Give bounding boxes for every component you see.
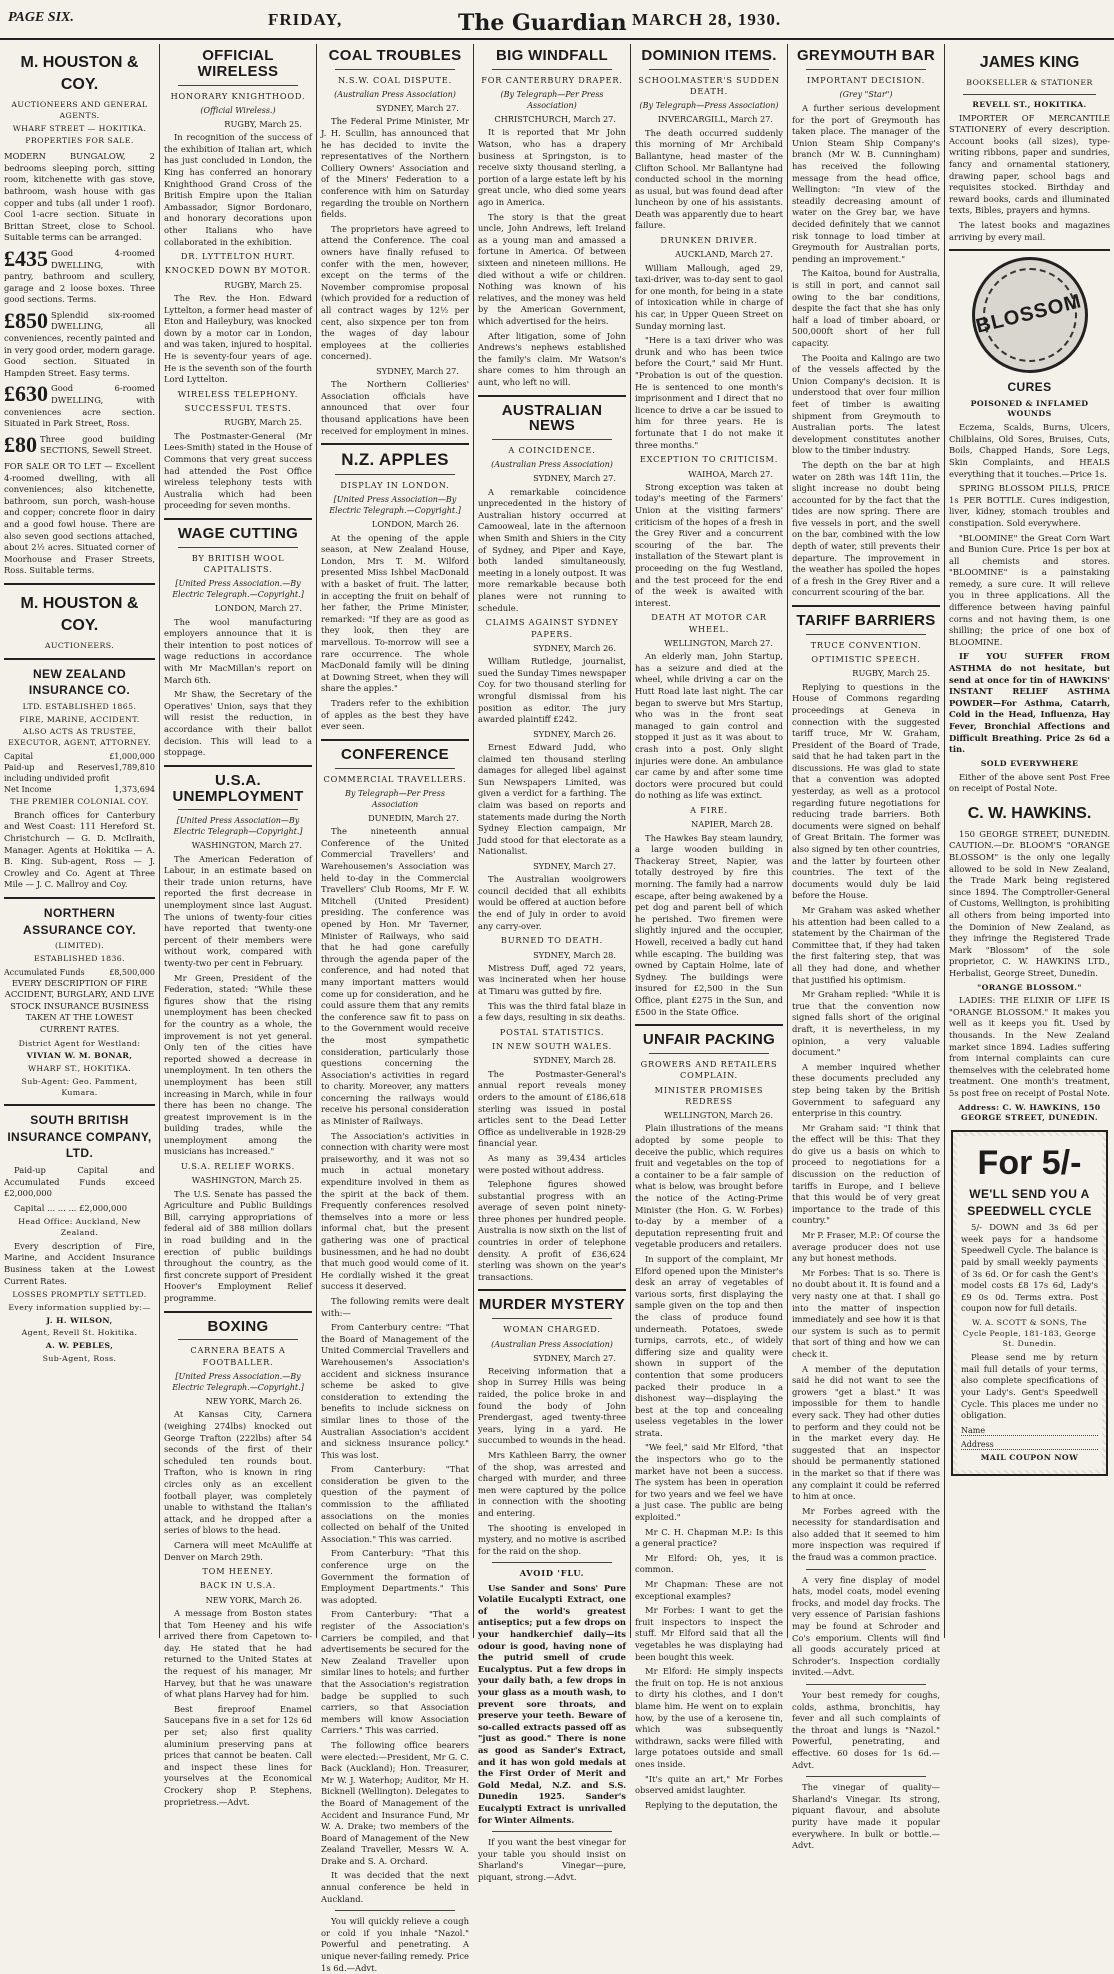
property-text: Three good building SECTIONS, Sewell Street. (40, 433, 155, 456)
divider (321, 739, 469, 741)
newspaper-title: The Guardian (458, 10, 627, 36)
source-line: (Official Wireless.) (200, 105, 276, 115)
headline: MURDER MYSTERY (478, 1296, 626, 1314)
article-paragraph: Mr Shaw, the Secretary of the Operatives' Union, says that they will resist the reduction, in accordance with their ballot decision. This will lead to a stoppage. (164, 689, 312, 758)
cycle-ad-title: WE'LL SEND YOU A SPEEDWELL CYCLE (967, 1187, 1092, 1218)
article-paragraph: The Rev. the Hon. Edward Lyttelton, a former head master of Eton and Haileybury, was knocked down by a motor car in London, and was taken, injured to hospital. He is seventy-four years of age. He is the seventh son of the fourth Lord Lyttelton. (164, 293, 312, 385)
article-paragraph: As many as 39,434 articles were posted without address. (478, 1152, 626, 1175)
divider (492, 439, 612, 440)
headline: WAGE CUTTING (177, 524, 299, 542)
article-paragraph: The Kaitoa, bound for Australia, is still in port, and cannot sail owing to the bar conditions, despite the fact that she has only half a load of timber aboard, or 500,000ft short of her full capacity. (792, 268, 940, 348)
ad-james-king-name: JAMES KING (979, 54, 1080, 71)
page-number: PAGE SIX. (8, 10, 74, 25)
divider (649, 1053, 769, 1054)
dateline: NEW YORK, March 26. (205, 1594, 302, 1605)
column-dominion-items (631, 44, 787, 1810)
subheading: WOMAN CHARGED. (503, 1324, 601, 1335)
headline: U.S.A. UNEMPLOYMENT (172, 771, 304, 805)
issue-date: MARCH 28, 1930. (632, 10, 782, 29)
ad-text: Please send me by return mail full details of your terms, also complete specifications of your Lady's. Gent's Speedwell Cycle. This places me under no obligation. (961, 1352, 1098, 1421)
ad-houston-name: M. HOUSTON & COY. (20, 54, 139, 94)
article-paragraph: The depth on the bar at high water on 28th was 14ft 11in, the slight increase no doubt being accounted for by the fact that the tides are now spring. There are five vessels in port, and the swell on the bar, combined with the low depth of water, still prevents their departure. The improvement in the weather has spoiled the hopes of a fresh in the Grey River and a concurrent scouring of the bar. (792, 459, 940, 598)
divider (649, 69, 769, 70)
property-listing (4, 245, 155, 306)
article-paragraph: Mr Chapman: These are not exceptional examples? (635, 1579, 783, 1601)
source-line: [United Press Association—By Electric Telegraph—Copyright.] (173, 816, 303, 837)
article-paragraph: Mr Forbes: I want to get the fruit inspectors to inspect the stuff. Mr Elford said that all the vegetables he was displaying had been bought this week. (635, 1605, 783, 1662)
ad-line: (LIMITED). (54, 941, 105, 951)
ad-line: THE PREMIER COLONIAL COY. (10, 797, 149, 807)
article-paragraph: The Northern Collieries' Association officials have announced that over four thousand applications have been received for employment in mines. (321, 379, 469, 436)
headline: OFFICIAL WIRELESS (197, 47, 279, 80)
article-paragraph: Mr Graham was asked whether his attention had been called to a statement by the Chairman of the Committee that, if they had taken the first faltering step, that was all they had done, and whether that justified his optimism. (792, 905, 940, 985)
ad-line: LOSSES PROMPTLY SETTLED. (12, 1290, 147, 1300)
subheading: DISPLAY IN LONDON. (340, 480, 450, 490)
article-paragraph: Ernest Edward Judd, who claimed ten thousand sterling damages for alleged libel against Sun Newspapers Limited, was given a verdict for a farthing. The claim was based on reports and statements made during the North Sydney Election campaign, Mr Judd stood for that electorate as a Nationalist. (478, 742, 626, 857)
article-paragraph: From Canterbury: "That this conference urge on the Government the formation of Employment Departments." This was adopted. (321, 1548, 469, 1605)
ad-line: VIVIAN W. M. BONAR, (26, 1051, 133, 1061)
property-text: Good 4-roomed DWELLING, with pantry, bathroom and scullery, garage and 2 loose boxes. Three good sections. Terms. (4, 247, 155, 305)
headline: DOMINION ITEMS. (641, 47, 777, 64)
ad-line: "ORANGE BLOSSOM." (977, 982, 1082, 992)
ad-line: Sub-Agent, Ross. (42, 1353, 117, 1363)
article-paragraph: A remarkable coincidence unprecedented in the history of Australian history occurred at Camooweal, late in the afternoon when Smith and Shiers in the City of Sydney, and Piper and Kaye, both landed simultaneously, meeting in a lonely outpost. It was more remarkable because both planes were not running to schedule. (478, 486, 626, 613)
article-paragraph: Mr Graham replied: "While it is true that the convention now signed falls short of the original draft, it is nevertheless, in my opinion, a very valuable document." (792, 989, 940, 1058)
article-paragraph: The wool manufacturing employers announce that it is their intention to post notices of wage reductions in accordance with Mr MacMillan's report on March 6th. (164, 616, 312, 685)
property-listing (4, 307, 155, 380)
source-line: (By Telegraph—Press Association) (639, 101, 779, 111)
headline: BIG WINDFALL (496, 47, 608, 64)
divider (178, 547, 298, 548)
article-paragraph: The Association's activities in connection with charity were most praiseworthy, and it was not so much in actual monetary expenditure involved in them as the spirit at the back of them. Frequently conferences resolved themselves into a more or less informal chat, but the present gathering was one of practical businessmen, and he had no doubt that much good would come of it. He cordially wished it the great success it deserved. (321, 1130, 469, 1292)
ad-text: Capital ... ... ... £2,000,000 (14, 1202, 128, 1213)
blossom-seal-text: BLOSSOM (974, 290, 1085, 339)
source-line: [United Press Association.—By Electric Telegraph.—Copyright.] (172, 1372, 304, 1393)
article-paragraph: Traders refer to the exhibition of apples as the best they have ever seen. (321, 698, 469, 732)
mail-coupon-label: MAIL COUPON NOW (980, 1452, 1079, 1462)
article-paragraph: The U.S. Senate has passed the Agriculture and Public Buildings Bill, carrying appropriations of federal aid of 388 million dollars in road building and in the erection of public buildings throughout the country, as the first concrete support of President Hoover's Employment Relief programme. (164, 1188, 312, 1304)
advertisement-paragraph: Best fireproof Enamel Saucepans five in a set for 12s 6d per set; also first quality aluminium preserving pans at prices that cannot be beaten. Call and inspect these lines for yourselves at the Economical Crockery shop P. Stephens, proprietress.—Advt. (164, 1703, 312, 1807)
divider (4, 583, 155, 585)
divider (164, 1311, 312, 1313)
ad-text: Either of the above sent Post Free on receipt of Postal Note. (949, 771, 1110, 794)
subheading: EXCEPTION TO CRITICISM. (639, 454, 779, 465)
article-paragraph: William Mallough, aged 29, taxi-driver, was to-day sent to gaol for one month, for being in a state of intoxication while in charge of his car, in Upper Queen Street on Sunday morning last. (635, 262, 783, 331)
source-line: [United Press Association.—By Electric Telegraph.—Copyright.] (172, 579, 304, 600)
article-paragraph: After litigation, some of John Andrews's nephews established the family's claim. Mr Watson's share comes to him through an aunt, who left no will. (478, 330, 626, 387)
divider (4, 658, 155, 660)
dateline: WAIHOA, March 27. (688, 468, 773, 479)
ad-line: Head Office: Auckland, New Zealand. (18, 1217, 141, 1238)
dateline: RUGBY, March 25. (224, 417, 302, 428)
ad-line: J. H. WILSON, (46, 1315, 113, 1325)
subheading: IMPORTANT DECISION. (806, 74, 926, 85)
divider (335, 1910, 455, 1911)
advertisement-paragraph: A very fine display of model hats, model coats, model evening frocks, and model day frocks. The very essence of Parisian fashions may be found at Schroder and Co's emporium. Clients will find all goods accurately priced at Schroder's. Inspection cordially invited.—Advt. (792, 1574, 940, 1678)
ad-line: Agent, Revell St. Hokitika. (21, 1328, 138, 1338)
ad-hawkins-name: C. W. HAWKINS. (967, 804, 1092, 822)
source-line: (Australian Press Association) (491, 460, 613, 470)
ad-line: FIRE, MARINE, ACCIDENT. (19, 714, 140, 724)
article-paragraph: At the opening of the apple season, at New Zealand House, London, Mrs T. M. Wilford presented Miss Ishbel MacDonald with a basket of fruit. The latter, in accepting the fruit on behalf of her father, the Prime Minister, remarked: "If they are as good as they look, then they are marvellous. To-morrow will see a rare occurrence. The whole MacDonald family will be dining at Downing Street, when they will share the apples." (321, 532, 469, 694)
article-paragraph: Mistress Duff, aged 72 years, was incinerated when her house at Timaru was gutted by fire. (478, 962, 626, 997)
coupon-name-field[interactable]: Name (961, 1425, 1098, 1436)
article-paragraph: The Australian woolgrowers council decided that all exhibits would be offered at auction before the end of July in order to avoid any carry-over. (478, 874, 626, 931)
subheading: MINISTER PROMISES REDRESS (654, 1084, 764, 1106)
article-paragraph: The Pooita and Kalingo are two of the vessels affected by the Union Company's decision. It is understood that over four million feet of timber is awaiting shipment from Greymouth to Australian ports. The latest development constitutes another blow to the timber industry. (792, 352, 940, 456)
dateline: SYDNEY, March 27. (376, 365, 459, 376)
divider (806, 1569, 926, 1570)
divider (335, 69, 455, 70)
subheading: BACK IN U.S.A. (199, 1580, 277, 1591)
finance-row: Capital £1,000,000 (4, 751, 155, 761)
article-paragraph: The shooting is enveloped in mystery, and no motive is ascribed for the raid on the shop. (478, 1522, 626, 1556)
article-paragraph: "We feel," said Mr Elford, "that the inspectors who go to the market have not been a success. The system has been in operation for two years and we feel we have a just case. The public are being exploited." (635, 1442, 783, 1523)
headline: N.Z. APPLES (341, 450, 449, 470)
subheading: SUCCESSFUL TESTS. (184, 403, 292, 414)
advertisement-paragraph: The vinegar of quality—Sharland's Vinegar. Its strong, piquant flavour, and absolute purity have made it popular everywhere. In bulk or bottle.—Advt. (792, 1782, 940, 1851)
ad-houston-name: M. HOUSTON & COY. (20, 594, 139, 635)
subheading: FOR CANTERBURY DRAPER. (481, 74, 623, 85)
column-advertisements-right (945, 44, 1114, 1638)
dateline: INVERCARGILL, March 27. (657, 114, 773, 125)
ad-houston-line: AUCTIONEERS AND GENERAL AGENTS. (11, 100, 148, 120)
subheading: A FIRE. (690, 805, 728, 815)
subheading: OPTIMISTIC SPEECH. (811, 654, 921, 665)
subheading: WIRELESS TELEPHONY. (177, 388, 299, 399)
subheading: CARNERA BEATS A FOOTBALLER. (190, 1345, 286, 1367)
source-line: (Australian Press Association) (491, 1339, 613, 1349)
property-price: £435 (4, 245, 48, 271)
article-paragraph: Mr P. Fraser, M.P.: Of course the average producer does not use any but honest methods. (792, 1230, 940, 1264)
divider (635, 1024, 783, 1026)
divider (792, 605, 940, 607)
divider (164, 518, 312, 520)
column-official-wireless (160, 44, 316, 1807)
issue-day: FRIDAY, (268, 10, 343, 29)
article-paragraph: It was decided that the next annual conference be held in Auckland. (321, 1870, 469, 1904)
subheading: BY BRITISH WOOL CAPITALISTS. (191, 552, 285, 574)
dateline: RUGBY, March 25. (852, 668, 930, 679)
headline: BOXING (207, 1317, 269, 1335)
article-paragraph: Mr Green, President of the Federation, stated: "While these figures show that the rising unemployment has been checked for the country as a whole, the improvement is not yet general. Only ten of the cities have reported showed a decrease in unemployment. In ten others the unemployment has been still increasing in March, while in four there has been no change. The greatest improvement is in the building trades, while the unemployment among the musicians has increased." (164, 972, 312, 1157)
ad-text: SPRING BLOSSOM PILLS, PRICE 1s PER BOTTLE. Cures indigestion, liver, kidney, stomach troubles and constipation. Sold everywhere. (949, 483, 1110, 528)
ad-line: ALSO ACTS AS TRUSTEE, EXECUTOR, AGENT, ATTORNEY. (8, 727, 151, 748)
divider (335, 474, 455, 475)
headline: AUSTRALIAN NEWS (501, 401, 603, 435)
dateline: RUGBY, March 25. (224, 118, 302, 129)
property-price: £850 (4, 307, 48, 333)
divider (321, 443, 469, 445)
article-paragraph: The Hawkes Bay steam laundry, a large wooden building in Thackeray Street, Napier, was totally destroyed by fire this morning. The family had a narrow escape, after being awakened by a pet dog and parent bell of which he perished. Two firemen were slightly injured and the occupier, Howell, received a badly cut hand while escaping. The building was owned by Captain Holme, late of Sydney. The buildings were insured for £2,500 in the Sun Office, plant £275 in the Sun, and £500 in the State Office. (635, 832, 783, 1017)
dateline: SYDNEY, March 27. (533, 860, 616, 871)
dateline: LONDON, March 26. (371, 519, 459, 530)
cycle-ad-inner (957, 1136, 1102, 1469)
article-paragraph: The following remits were dealt with:— (321, 1295, 469, 1318)
advertisement-paragraph: Use Sander and Sons' Pure Volatile Eucalypti Extract, one of the world's greatest antiseptics; put a few drops on your handkerchief daily—its odour is good, having none of the putrid smell of crude Eucalyptus. Put a few drops in your daily bath, a few drops in your glass as a mouth wash, to prevent sore throats, and preserve your teeth. Beware of so-called extracts passed off as "just as good." There is none as good as Sander's Extract, and it has won gold medals at the First Order of Merit and Gold Medal, N.Z. and S.S. Dunedin 1925. Sander's Eucalypti Extract is unrivalled for Winter Ailments. (478, 1582, 626, 1825)
ad-title: CURES (1007, 380, 1052, 395)
property-price: £630 (4, 381, 48, 407)
dateline: RUGBY, March 25. (224, 279, 302, 290)
article-paragraph: In support of the complaint, Mr Elford opened upon the Minister's desk an array of vegetables of various sorts, first displaying the sample given on the top and then the class of produce found underneath. Potatoes, swede turnips, carrots, etc., of widely differing size and quality were shown in support of the contention that some producers packed their produce in a dishonest way—displaying the best at the top and concealing useless vegetables in the lower strata. (635, 1253, 783, 1438)
subheading: SCHOOLMASTER'S SUDDEN DEATH. (638, 74, 780, 97)
ad-line: LTD. ESTABLISHED 1865. (22, 701, 137, 711)
article-paragraph: The story is that the great uncle, John Andrews, left Ireland as a young man and amassed a fortune in America. Of between sixteen and nineteen millions. He died without a wife or children. Nothing was known of his relatives, and the money was held by the American Government, which advertised for the heirs. (478, 211, 626, 326)
article-paragraph: Replying to the deputation, the (645, 1799, 778, 1810)
headline: CONFERENCE (340, 745, 449, 763)
dateline: SYDNEY, March 26. (533, 728, 616, 739)
column-big-windfall (474, 44, 630, 1882)
subheading: KNOCKED DOWN BY MOTOR. (164, 265, 312, 276)
article-paragraph: Mr Graham said: "I think that the effect will be this: That they do give us a basis on which to proceed to negotiations for a discussion on the reduction of tariffs in Europe, and I believe that this would be of very great importance to the trade of this country." (792, 1122, 940, 1226)
column-coal-troubles (317, 44, 473, 1973)
finance-row: Accumulated Funds £8,500,000 (4, 967, 155, 977)
advertisement-paragraph: You will quickly relieve a cough or cold if you inhale "Nazol." Powerful and penetrating. A unique never-failing remedy. Price 1s 6d.—Advt. (321, 1916, 469, 1973)
article-paragraph: Mr Forbes: That is so. There is no doubt about it. It is found and a very nasty one at that. I shall go into the matter of inspection immediately and see how it is that our system is such as to permit that sort of thing and how we can check it. (792, 1267, 940, 1359)
dateline: WASHINGTON, March 27. (191, 840, 302, 851)
column-greymouth-bar (788, 44, 944, 1851)
divider (806, 634, 926, 635)
dateline: SYDNEY, March 27. (533, 1352, 616, 1363)
dateline: LONDON, March 27. (214, 603, 302, 614)
property-listing: MODERN BUNGALOW, 2 bedrooms sleeping porch, sitting room, kitchenette with gas stove, bathroom, wash house with gas copper and tubs (all under 1 roof). Cool 1-acre section. Situate in Brittan Street, close to School. Suitable terms can be arranged. (4, 151, 155, 243)
article-paragraph: Mr C. H. Chapman M.P.: Is this a general practice? (635, 1526, 783, 1549)
property-listing (4, 383, 155, 429)
article-paragraph: The Federal Prime Minister, Mr J. H. Scullin, has announced that he has decided to invite the representatives of the Northern Colliery Owners' Association and of the Miners' Federation to a conference with him on Saturday regarding the trouble on Northern fields. (321, 116, 469, 220)
ad-houston-line: WHARF STREET — HOKITIKA. (12, 123, 147, 133)
ad-line: W. A. SCOTT & SONS, The Cycle People, 181-183, George St. Dunedin. (962, 1317, 1097, 1349)
subheading: GROWERS AND RETAILERS COMPLAIN. (640, 1058, 778, 1081)
dateline: NAPIER, March 28. (691, 819, 773, 830)
source-line: (Australian Press Association) (334, 90, 456, 100)
subheading: DRUNKEN DRIVER. (660, 235, 758, 246)
divider (492, 1562, 612, 1563)
article-paragraph: The proprietors have agreed to attend the Conference. The coal owners have finally refused to confer with the men, however, except on the terms of the November compromise proposal (which provided for a reduction of all contract wages by 12½ per cent, also sixpence per ton from the wages of day labour employees at the collieries concerned). (321, 223, 469, 362)
ad-text: EVERY DESCRIPTION OF FIRE ACCIDENT, BURGLARY, AND LIVE STOCK INSURANCE BUSINESS TAKEN AT THE LOWEST CURRENT RATES. (4, 977, 155, 1034)
divider (478, 1289, 626, 1291)
finance-row: Paid-up and Reserves including undivided profit 1,789,810 (4, 762, 155, 783)
headline: TARIFF BARRIERS (796, 612, 936, 630)
speedwell-cycle-ad (951, 1130, 1108, 1475)
article-paragraph: Mr Forbes agreed with the necessity for standardisation and also added that it seemed to him more inspection was required if the fraud was a common practice. (792, 1505, 940, 1563)
source-line: [United Press Association—By Electric Telegraph.—Copyright.] (329, 495, 461, 516)
dateline: SYDNEY, March 28. (533, 1055, 616, 1066)
article-paragraph: A further serious development for the port of Greymouth has taken place. The manager of the Union Steam Ship Company's branch (Mr W. B. Cunningham) has received the following message from the head office, Wellington: "In view of the steadily decreasing amount of water on the Grey bar, we have decided definitely that we cannot risk tonnage to load timber at Greymouth for Australian ports, pending an improvement." (792, 103, 940, 264)
ad-northern-name: NORTHERN ASSURANCE COY. (23, 905, 136, 937)
property-listing: FOR SALE OR TO LET — Excellent 4-roomed dwelling, with all conveniences; also kitchenette, bathroom, sun porch, wash-house and copper; concrete floor in dairy and a good fowl house. There are also seven good sections attached, about 2½ acres. Situated corner of Moorhouse and Fraser Streets, Ross. Suitable terms. (4, 461, 155, 576)
divider (178, 85, 298, 86)
ad-line: REVELL ST., HOKITIKA. (972, 99, 1087, 109)
advertisement-paragraph: Your best remedy for coughs, colds, asthma, bronchitis, hay fever and all such complaints of the throat and lungs is "Nazol." Powerful, penetrating, and effective. 60 doses for 1s 6d.—Advt. (792, 1690, 940, 1770)
divider (178, 1339, 298, 1340)
article-paragraph: William Rutledge, journalist, sued the Sunday Times newspaper Coy. for two thousand sterling for wrongful dismissal from his position as editor. The jury awarded plaintiff £242. (478, 656, 626, 725)
subheading: BURNED TO DEATH. (500, 935, 604, 946)
article-paragraph: Telephone figures showed substantial progress with an average of seven point ninety-three phones per hundred people. Australia is now sixth on the list of countries in order of telephone density. A profit of £36,624 sterling was shown on the year's transactions. (478, 1179, 626, 1282)
ad-south-british-name: SOUTH BRITISH INSURANCE COMPANY, LTD. (7, 1113, 152, 1161)
ad-line: Sub-Agent: Geo. Pamment, Kumara. (21, 1076, 138, 1097)
divider (806, 69, 926, 70)
article-paragraph: From Canterbury: "That consideration be given to the question of the payment of commission to the affiliated associations on the monies collected on behalf of the United Association." This was carried. (321, 1464, 469, 1544)
article-paragraph: Mrs Kathleen Barry, the owner of the shop, was arrested and charged with murder, and three men were captured by the police in connection with the shooting and entering. (478, 1450, 626, 1518)
article-paragraph: "It's quite an art," Mr Forbes observed amidst laughter. (635, 1773, 783, 1796)
ad-nz-insurance-name: NEW ZEALAND INSURANCE CO. (28, 666, 131, 698)
cycle-price-headline: For 5/- (977, 1144, 1082, 1183)
ad-houston-sub: AUCTIONEERS. (44, 641, 115, 651)
coupon-address-field[interactable]: Address (961, 1439, 1098, 1450)
dateline: WELLINGTON, March 26. (664, 1110, 773, 1121)
divider (963, 94, 1096, 95)
article-paragraph: The American Federation of Labour, in an estimate based on their trade union returns, have reported the first decrease in unemployment since last August. The unions of twenty-four cities have reported that twenty-one percent of their members were without work, compared with twenty-two per cent in February. (164, 853, 312, 968)
ad-line: ESTABLISHED 1836. (33, 953, 126, 963)
ad-text: IF YOU SUFFER FROM ASTHMA do not hesitate, but send at once for tin of HAWKINS' INSTANT RELIEF ASTHMA POWDER—For Asthma, Catarrh, Cold in the Head, Influenza, Hay Fever, Bronchial Affections and Difficult Breathing. Price 2s 6d a tin. (949, 651, 1110, 755)
divider (806, 1776, 926, 1777)
dateline: SYDNEY, March 27. (376, 103, 459, 114)
dateline: AUCKLAND, March 27. (675, 249, 773, 260)
article-paragraph: A member of the deputation said he did not want to see the growers "get a blast." It was impossible for them to handle every sack. They had other duties to perform and they could not be in the market every day. He suggested that an inspector should be permanently stationed in the market so that if there was any complaint it could be referred to him at once. (792, 1363, 940, 1502)
source-line: (By Telegraph—Per Press Association) (500, 90, 604, 111)
property-text: Splendid six-roomed DWELLING, all conveniences, recently painted and in very good order, modern garage. Good section. Situated in Hampden Street. Easy terms. (4, 309, 155, 378)
subheading: HONORARY KNIGHTHOOD. (170, 90, 306, 101)
article-paragraph: "Here is a taxi driver who was drunk and who has been twice before the Court," said Mr Hunt. "Probation is out of the question. He is sentenced to one month's imprisonment and I direct that no licence to drive a car be issued to him for three years. He is fortunate that I do not make it three months." (635, 335, 783, 450)
divider (178, 809, 298, 810)
ad-line: BOOKSELLER & STATIONER (966, 78, 1093, 88)
column-advertisements-left (0, 44, 159, 1638)
divider (492, 69, 612, 70)
dateline: CHRISTCHURCH, March 27. (494, 114, 616, 125)
divider (4, 1104, 155, 1106)
article-paragraph: The following office bearers were elected:—President, Mr G. C. Back (Auckland); Hon. Treasurer, Mr W. J. Waterhop; Auditor, Mr H. Bicknell (Wellington). Delegates to the Board of Management of the Accident and Insurance Fund, Mr W. A. Drake; two members of the Board of Management of the New Zealand Traveller, Messrs W. A. Drake and S. A. Orchard. (321, 1739, 469, 1866)
subheading: AVOID 'FLU. (519, 1568, 585, 1579)
divider (335, 768, 455, 769)
source-line: By Telegraph—Per Press Association (345, 788, 445, 809)
headline: GREYMOUTH BAR (796, 47, 936, 64)
dateline: SYDNEY, March 27. (533, 473, 616, 484)
ad-text: 150 GEORGE STREET, DUNEDIN. CAUTION.—Dr. BLOOM'S "ORANGE BLOSSOM" is the only one legally allowed to be sold in New Zealand, the Trade Mark being registered since 1894. The Comptroller-General of Customs, Wellington, is prohibiting all others from being imported into the Dominion of New Zealand, as they infringe the Registered Trade Mark "Blossom" of the sole proprietor, C. W. HAWKINS LTD., Herbalist, George Street, Dunedin. (949, 828, 1110, 978)
ad-text: Paid-up Capital and Accumulated Funds exceed £2,000,000 (4, 1164, 155, 1199)
article-paragraph: The nineteenth annual Conference of the United Commercial Travellers' and Warehousemen's Association was held to-day in the Commercial Travellers' Club Rooms, Mr F. W. Mitchell (United President) presiding. The conference was opened by Hon. Mr Taverner, Minister of Railways, who said that he had gone carefully through the agenda paper of the conference, and had noted that many important matters would come up for consideration, and he could assure them that any remits the conference saw fit to pass on to the Government would receive the most sympathetic consideration, particularly those questions concerning the Association's activities in regard to charity. Moreover, any matters concerning the railways would receive his personal consideration as Minister of Railways. (321, 826, 469, 1127)
article-paragraph: The Postmaster-General's annual report reveals money orders to the amount of £186,618 sterling was issued in postal articles sent to the Dead Letter Office as undeliverable in 1928-29 financial year. (478, 1068, 626, 1149)
divider (492, 1831, 612, 1832)
dateline: SYDNEY, March 26. (533, 642, 616, 653)
article-paragraph: From Canterbury centre: "That the Board of Management of the United Commercial Travellers and Warehousemen's Association's accident and sickness insurance scheme be asked to give consideration to extending the benefits to include sickness on similar lines to those of the Australian Association's accident and sickness insurance policy." This was lost. (321, 1322, 469, 1460)
ad-line: POISONED & INFLAMED WOUNDS (970, 398, 1089, 419)
dateline: WELLINGTON, March 27. (664, 637, 773, 648)
ad-line: District Agent for Westland: (18, 1038, 141, 1048)
article-paragraph: Plain illustrations of the means adopted by some people to deceive the public, which requires fruit and vegetables on the top of a container to be a fair sample of what is below, was brought before the notice of the Acting-Prime Minister (the Hon. G. W. Forbes) to-day by a member of a deputation representing fruit and vegetable producers and retailers. (635, 1123, 783, 1250)
divider (806, 1684, 926, 1685)
article-paragraph: Carnera will meet McAuliffe at Denver on March 29th. (164, 1539, 312, 1562)
subheading: DEATH AT MOTOR CAR WHEEL. (651, 612, 767, 634)
article-paragraph: Receiving information that a shop in Surrey Hills was being raided, the police broke in and found the body of John Prendergast, aged twenty-three years, lying in a yard. He succumbed to wounds in the head. (478, 1365, 626, 1446)
ad-line: A. W. PEBLES, (45, 1341, 114, 1351)
advertisement-paragraph: If you want the best vinegar for your table you should insist on Sharland's Vinegar—pure, piquant, strong.—Advt. (478, 1837, 626, 1882)
subheading: A COINCIDENCE. (508, 445, 596, 455)
ad-text: Every description of Fire, Marine, and Accident Insurance Business taken at the Lowest Current Rates. (4, 1240, 155, 1286)
ad-line: WHARF ST., HOKITIKA. (27, 1064, 132, 1074)
subheading: DR. LYTTELTON HURT. (180, 251, 296, 262)
headline: COAL TROUBLES (328, 47, 462, 64)
article-paragraph: Mr Elford: He simply inspects the fruit on top. He is not anxious to dirty his clothes, and I don't blame him. He went on to explain how, by the use of a kerosene tin, which was subsequently withdrawn, sacks were filled with large potatoes outside and small ones inside. (635, 1666, 783, 1769)
source-line: (Grey "Star") (839, 90, 893, 100)
subheading: U.S.A. RELIEF WORKS. (180, 1161, 296, 1172)
article-paragraph: A member inquired whether these documents precluded any step being taken by the British Government to safeguard any enterprise in this country. (792, 1061, 940, 1119)
dateline: DUNEDIN, March 27. (368, 812, 459, 823)
ad-text: LADIES: THE ELIXIR OF LIFE IS "ORANGE BLOSSOM." It makes you well as it keeps you fit. Used by thousands. In the New Zealand market since 1894. Ladies suffering from internal complaints can cure themselves with the celebrated home treatment. One month's treatment, 5s post free on receipt of Postal Note. (949, 995, 1110, 1099)
article-paragraph: This was the third fatal blaze in a few days, resulting in six deaths. (478, 1000, 626, 1023)
subheading: POSTAL STATISTICS. (499, 1026, 605, 1037)
subheading: CLAIMS AGAINST SYDNEY PAPERS. (485, 617, 619, 639)
subheading: IN NEW SOUTH WALES. (491, 1041, 613, 1052)
dateline: WASHINGTON, March 25. (191, 1175, 302, 1186)
article-paragraph: In recognition of the success of the exhibition of Italian art, which has just concluded in London, the King has conferred an honorary Knighthood Grand Cross of the British Empire upon the Italian Ambassador, Signor Bordonaro, and honorary decorations upon other Italians who have collaborated in the exhibition. (164, 132, 312, 247)
property-listing (4, 431, 155, 457)
article-paragraph: A message from Boston states that Tom Heeney and his wife arrived there from Capetown to-day. He stated that he had returned to the United States at the request of his manager, Mr Harvey, but that he was unaware of what plans Harvey had for him. (164, 1608, 312, 1700)
divider (949, 249, 1110, 251)
subheading: COMMERCIAL TRAVELLERS. (323, 773, 467, 784)
divider (492, 1318, 612, 1319)
blossom-seal-icon (972, 257, 1088, 373)
article-paragraph: An elderly man, John Startup, has a seizure and died at the wheel, while driving a car on the Hutt Road late last night. The car began to swerve but Mrs Startup, who was in the front seat managed to gain control and stopped it just as it was about to crash into a post. Only slight injuries were done. An ambulance car came by and after some time doctors were procured but could do nothing as life was extinct. (635, 651, 783, 801)
subheading: TOM HEENEY. (202, 1566, 274, 1577)
article-paragraph: The death occurred suddenly this morning of Mr Archibald Ballantyne, head master of the Clifton School. Mr Ballantyne had conducted school in the morning as usual, but was found dead after luncheon by one of his assistants. Death was apparently due to heart failure. (635, 127, 783, 231)
article-paragraph: At Kansas City, Carnera (weighing 274lbs) knocked out George Trafton (222lbs) after 54 seconds of the first of their scheduled ten rounds bout. Trafton, who is known in ring circles only as an excellent football player, was completely unable to withstand the Italian's attack, and he dropped after a series of blows to the head. (164, 1409, 312, 1536)
dateline: SYDNEY, March 28. (533, 949, 616, 960)
article-paragraph: Replying to questions in the House of Commons regarding proceedings at Geneva in connection with the suggested tariff truce, Mr W. Graham, President of the Board of Trade, said that he had taken part in the discussions. He was glad to state that a convention was adopted yesterday, as well as a protocol regarding future negotiations for reducing trade barriers. Both documents were signed on behalf of Great Britain. The former was also signed by ten other countries, and the latter by fourteen other countries. The text of the documents would duly be laid before the House. (792, 681, 940, 901)
dateline: NEW YORK, March 26. (205, 1396, 302, 1407)
divider (164, 765, 312, 767)
article-paragraph: Strong exception was taken at today's meeting of the Farmers' Union at the visiting farmers' criticism of the hopes of a fresh in the Grey River and a concurrent scouring of the bar. The installation of the Stewart plant is proceeding on the fug Westland, and the test proceed for the end of the week is awaited with interest. (635, 481, 783, 608)
ad-text: 5/- DOWN and 3s 6d per week pays for a handsome Speedwell Cycle. The balance is paid by small weekly payments of 3s 6d. Or for cash the Gent's model costs £8 17s 6d, Lady's £9 0s 0d. Terms extra. Post coupon now for full details. (961, 1222, 1098, 1314)
article-paragraph: The Postmaster-General (Mr Lees-Smith) stated in the House of Commons that very great success had attended the Post Office wireless telephony tests with Australia which had been proceeding for seven months. (164, 430, 312, 511)
article-paragraph: From Canterbury: "That a register of the Association's Carriers be compiled, and that advertisements be secured for the New Zealand Traveller upon similar lines to hotels; and further that the Association's registration badge be supplied to such carriers, so that Association members will know Association Carriers." This was carried. (321, 1609, 469, 1736)
headline: UNFAIR PACKING (642, 1031, 776, 1049)
ad-text: IMPORTER OF MERCANTILE STATIONERY of every description. Account books (all sizes), type-writing ribbons, paper and sundries, fancy and ornamental stationery, drawing paper, school bags and requisites stocked. Birthday and reward books, cards and illuminated texts, Bibles, prayers and hymns. (949, 112, 1110, 216)
property-price: £80 (4, 431, 37, 457)
subheading: N.S.W. COAL DISPUTE. (338, 74, 452, 85)
divider (4, 897, 155, 899)
ad-text: The latest books and magazines arriving by every mail. (949, 219, 1110, 242)
article-paragraph: It is reported that Mr John Watson, who has a drapery business at Springston, is to receive sixty thousand sterling, a portion of a large estate left by his great uncle, who died some years ago in America. (478, 127, 626, 207)
ad-houston-line: PROPERTIES FOR SALE. (25, 136, 134, 146)
divider (478, 395, 626, 397)
property-text: Good 6-roomed DWELLING, with conveniences acre section. Situated in Park Street, Ross. (4, 383, 155, 429)
ad-text: Eczema, Scalds, Burns, Ulcers, Chilblains, Old Sores, Bruises, Cuts, Boils, Chapped Hands, Sore Legs, Skin Complaints, and HEALS everything that it touches.—Price 1s. (949, 422, 1110, 479)
ad-line: SOLD EVERYWHERE (980, 758, 1079, 768)
ad-text: Branch offices for Canterbury and West Coast: 111 Hereford St. Christchurch — G. D. McIlraith, Manager. Agents at Hokitika — A. B. King. Sub-agent, Ross — J. Crowley and Co. Agent at Three Mile — J. C. Mallroy and Coy. (4, 809, 155, 890)
finance-row: Net Income 1,373,694 (4, 785, 155, 795)
subheading: TRUCE CONVENTION. (810, 639, 922, 650)
ad-text: "BLOOMINE" the Great Corn Wart and Bunion Cure. Price 1s per box at all chemists and stores. "BLOOMINE" is a painstaking remedy, a sure cure. It will relieve you in three applications. All the difference between having painful corns and not having them, is one shilling; the price of one box of BLOOMINE. (949, 532, 1110, 647)
masthead (0, 0, 1114, 40)
article-paragraph: Mr Elford: Oh, yes, it is common. (635, 1552, 783, 1575)
ad-line: Every information supplied by:— (8, 1302, 151, 1312)
ad-line: Address: C. W. HAWKINS, 150 GEORGE STREET, DUNEDIN. (958, 1102, 1101, 1123)
